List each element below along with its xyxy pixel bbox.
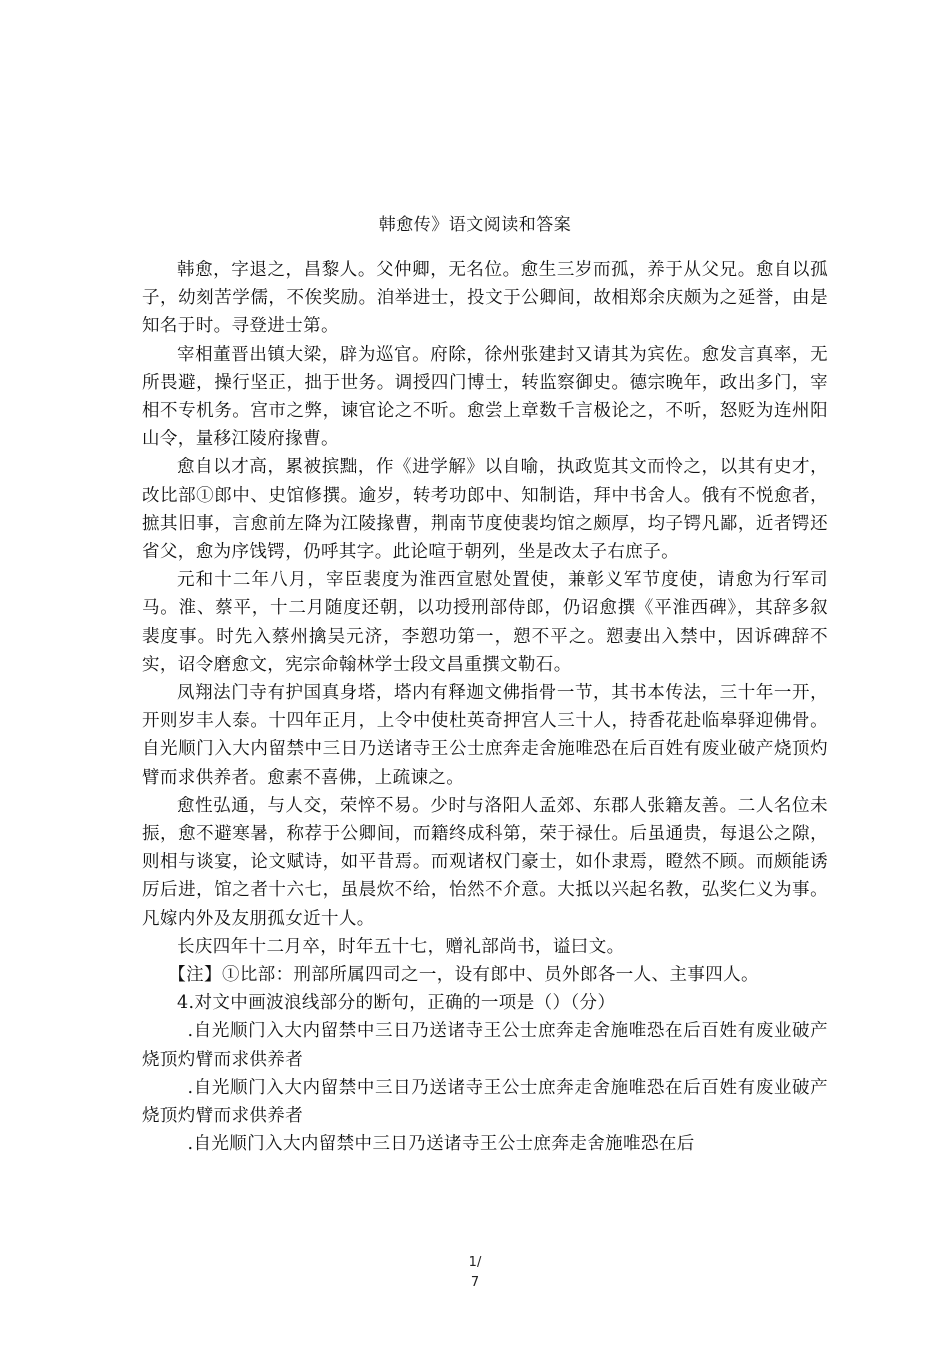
page-number-current: 1/ xyxy=(468,1255,482,1270)
paragraph: 凤翔法门寺有护国真身塔，塔内有释迦文佛指骨一节，其书本传法，三十年一开，开则岁丰人泰。十四年正月，上令中使杜英奇押宫人三十人，持香花赴临皋驿迎佛骨。自光顺门入大内留禁中三日乃送诸寺王公士庶奔走舍施唯恐在后百姓有废业破产烧顶灼臂而求供养者。愈素不喜佛，上疏谏之。 xyxy=(142,683,828,788)
paragraph: 宰相董晋出镇大梁，辟为巡官。府除，徐州张建封又请其为宾佐。愈发言真率，无所畏避，操行坚正，拙于世务。调授四门博士，转监察御史。德宗晚年，政出多门，宰相不专机务。宫市之弊，谏官论之不听。愈尝上章数千言极论之，不听，怒贬为连州阳山令，量移江陵府掾曹。 xyxy=(142,344,828,450)
paragraph: 愈性弘通，与人交，荣悴不易。少时与洛阳人孟郊、东郡人张籍友善。二人名位未振，愈不避寒暑，称荐于公卿间，而籍终成科第，荣于禄仕。后虽通贵，每退公之隙，则相与谈宴，论文赋诗，如平昔焉。而观诸权门豪士，如仆隶焉，瞪然不顾。而颇能诱厉后进，馆之者十六七，虽晨炊不给，怡然不介意。大抵以兴起名教，弘奖仁义为事。凡嫁内外及友朋孤女近十人。 xyxy=(142,795,828,929)
question-text: 4.对文中画波浪线部分的断句，正确的一项是（）（分） xyxy=(177,993,616,1014)
paragraph: 元和十二年八月，宰臣裴度为淮西宣慰处置使，兼彰义军节度使，请愈为行军司马。淮、蔡平，十二月随度还朝，以功授刑部侍郎，仍诏愈撰《平淮西碑》，其辞多叙裴度事。时先入蔡州擒吴元济，李愬功第一，愬不平之。愬妻出入禁中，因诉碑辞不实，诏令磨愈文，宪宗命翰林学士段文昌重撰文勒石。 xyxy=(142,570,828,675)
document-body xyxy=(142,256,828,1159)
paragraph: 长庆四年十二月卒，时年五十七，赠礼部尚书，谥曰文。 xyxy=(177,936,625,957)
page-number xyxy=(0,1253,950,1293)
paragraph: 愈自以才高，累被摈黜，作《进学解》以自喻，执政览其文而怜之，以其有史才，改比部①郎中、史馆修撰。逾岁，转考功郎中、知制诰，拜中书舍人。俄有不悦愈者，摭其旧事，言愈前左降为江陵掾曹，荆南节度使裴均馆之颇厚，均子锷凡鄙，近者锷还省父，愈为序饯锷，仍呼其字。此论喧于朝列，坐是改太子右庶子。 xyxy=(142,457,828,563)
footnote: 【注】①比部：刑部所属四司之一，设有郎中、员外郎各一人、主事四人。 xyxy=(168,965,759,986)
answer-option: .自光顺门入大内留禁中三日乃送诸寺王公士庶奔走舍施唯恐在后 xyxy=(187,1134,695,1155)
page-number-total: 7 xyxy=(470,1275,480,1290)
answer-option: .自光顺门入大内留禁中三日乃送诸寺王公士庶奔走舍施唯恐在后百姓有废业破产烧顶灼臂而求供养者 xyxy=(142,1021,828,1070)
paragraph: 韩愈，字退之，昌黎人。父仲卿，无名位。愈生三岁而孤，养于从父兄。愈自以孤子，幼刻苦学儒，不俟奖励。洎举进士，投文于公卿间，故相郑余庆颇为之延誉，由是知名于时。寻登进士第。 xyxy=(142,260,828,337)
answer-option: .自光顺门入大内留禁中三日乃送诸寺王公士庶奔走舍施唯恐在后百姓有废业破产烧顶灼臂而求供养者 xyxy=(142,1077,828,1127)
document-title: 韩愈传》语文阅读和答案 xyxy=(378,215,572,235)
